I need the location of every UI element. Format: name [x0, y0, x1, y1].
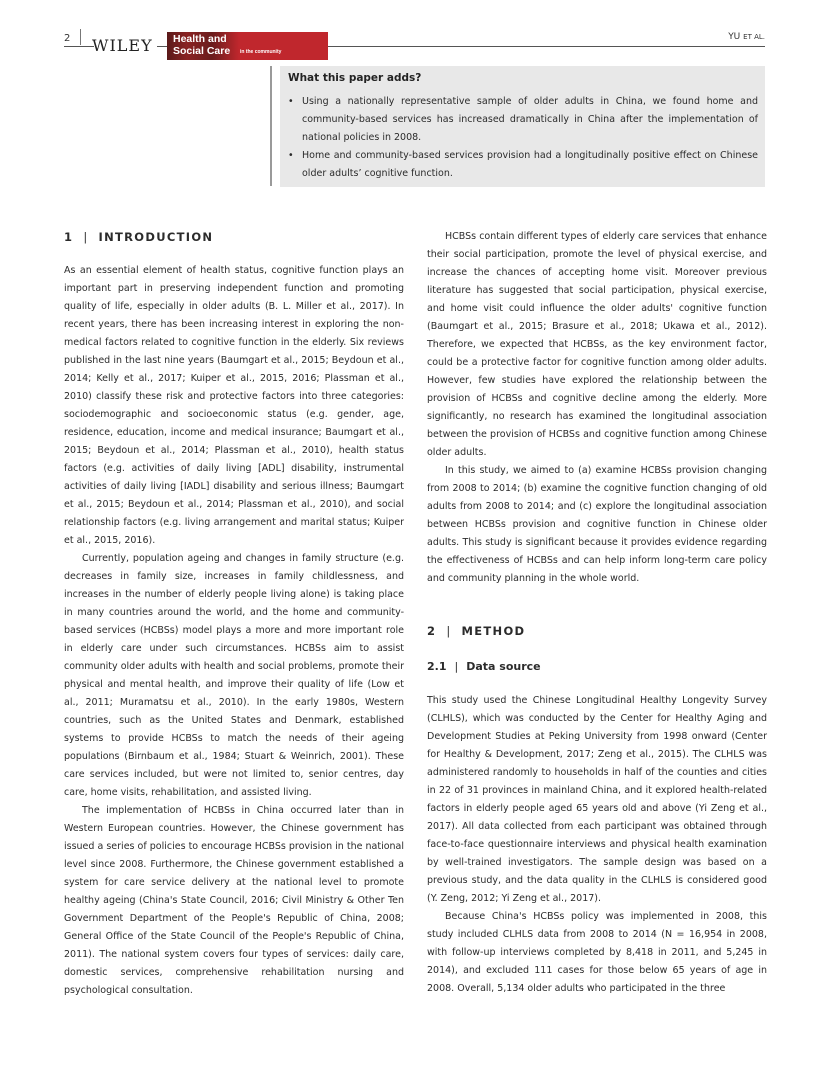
section-heading-introduction	[64, 228, 404, 246]
heading-separator: |	[454, 660, 459, 673]
paragraph: In this study, we aimed to (a) examine HCBSs provision changing from 2008 to 2014; (b) examine the cognitive function changing of old adults from 2008 to 2014; and (c) explore the longitudinal association between HCBSs provision and cognitive function in Chinese older adults. This study is significant because it provides evidence regarding the effectiveness of HCBSs and can help inform long-term care policy and community planning in the whole world.	[427, 465, 767, 584]
subsection-number: 2.1	[427, 660, 447, 673]
journal-title-line2: Social Care	[173, 45, 231, 57]
section-title: INTRODUCTION	[98, 230, 214, 244]
section-number: 2	[427, 624, 437, 638]
paragraph: As an essential element of health status, cognitive function plays an important part in preserving independent function and promoting quality of life, especially in older adults (B. L. Miller et al., 2017). In recent years, there has been increasing interest in exploring the non-medical factors related to cognitive function in the elderly. Six reviews published in the last nine years (Baumgart et al., 2015; Beydoun et al., 2014; Kelly et al., 2017; Kuiper et al., 2015, 2016; Plassman et al., 2010) classify these risk and protective factors into three categories: sociodemographic and socioeconomic status (e.g. gender, age, residence, education, income and medical insurance; Baumgart et al., 2015; Beydoun et al., 2014; Plassman et al., 2010), health status factors (e.g. activities of daily living [ADL] disability, instrumental activities of daily living [IADL] disability and serious illness; Baumgart et al., 2015; Beydoun et al., 2014; Plassman et al., 2010), and social relationship factors (e.g. living arrangement and marital status; Kuiper et al., 2015, 2016).	[64, 265, 404, 546]
right-column	[427, 228, 767, 998]
journal-title-line3: in the community	[240, 49, 282, 55]
what-this-paper-adds-box	[280, 66, 765, 187]
paragraph: Because China's HCBSs policy was implemented in 2008, this study included CLHLS data from 2008 to 2014 (N = 16,954 in 2008, with follow-up interviews completed by 8,418 in 2011, and 5,245 in 2014), and excluded 111 cases for those below 65 years of age in 2008. Overall, 5,134 older adults who participated in the three	[427, 911, 767, 994]
paragraph: This study used the Chinese Longitudinal Healthy Longevity Survey (CLHLS), which was conducted by the Center for Healthy Aging and Development Studies at Peking University from 1998 onward (Center for Healthy & Development, 2017; Zeng et al., 2015). The CLHLS was administered randomly to households in half of the counties and cities in 22 of 31 provinces in mainland China, and it explored health-related factors in elderly people aged 65 years old and above (Yi Zeng et al., 2017). All data collected from each participant was obtained through face-to-face questionnaire interviews and physical health examination by well-trained investigators. The sample design was based on a previous study, and the data quality in the CLHLS is considered good (Y. Zeng, 2012; Yi Zeng et al., 2017).	[427, 695, 767, 904]
heading-separator: |	[83, 230, 89, 244]
callout-left-border	[270, 66, 272, 186]
paragraph: Currently, population ageing and changes in family structure (e.g. decreases in family size, increases in family childlessness, and increases in the number of elderly people living alone) is taking place in many countries around the world, and the home and community-based services (HCBSs) model plays a more and more important role in elderly care under such circumstances. HCBSs aim to assist community older adults with health and social problems, promote their physical and mental health, and improve their quality of life (Low et al., 2011; Muramatsu et al., 2010). In the early 1980s, Western countries, such as the United States and Denmark, established systems to provide HCBSs to match the needs of their ageing populations (Birnbaum et al., 1984; Stuart & Weinrich, 2001). These care services included, but were not limited to, senior centres, day care, home visits, rehabilitation, and assisted living.	[64, 553, 404, 798]
running-head-suffix: ET AL.	[743, 33, 765, 41]
header-rule-mid	[157, 46, 167, 47]
page-number: 2	[64, 33, 71, 44]
callout-item: • Home and community-based services provision had a longitudinally positive effect on Chinese older adults’ cognitive function.	[288, 147, 758, 183]
section-number: 1	[64, 230, 74, 244]
callout-item: • Using a nationally representative sample of older adults in China, we found home and community-based services has increased dramatically in China after the implementation of national policies in 2008.	[288, 93, 758, 147]
callout-list	[288, 93, 758, 183]
heading-separator: |	[446, 624, 452, 638]
header-rule-left	[64, 46, 94, 47]
callout-title: What this paper adds?	[288, 72, 422, 84]
subsection-title: Data source	[466, 660, 541, 673]
journal-title-line1: Health and	[173, 33, 227, 45]
section-title: METHOD	[461, 624, 526, 638]
section-heading-method	[427, 622, 767, 640]
publisher-logo: WILEY	[92, 36, 153, 55]
page-number-divider	[80, 29, 81, 45]
page-header	[0, 0, 827, 60]
paragraph: The implementation of HCBSs in China occurred later than in Western European countries. However, the Chinese government has issued a series of policies to encourage HCBSs provision in the national level since 2008. Furthermore, the Chinese government established a system for care service delivery at the national level to promote healthy ageing (China's State Council, 2016; Civil Ministry & Other Ten Government Department of the People's Republic of China, 2008; General Office of the State Council of the People's Republic of China, 2011). The national system covers four types of services: daily care, domestic services, comprehensive rehabilitation nursing and psychological consultation.	[64, 805, 404, 996]
left-column	[64, 228, 404, 1000]
running-head	[728, 32, 765, 42]
subsection-heading-data-source	[427, 658, 767, 676]
paragraph: HCBSs contain different types of elderly care services that enhance their social participation, promote the level of physical exercise, and increase the chances of accepting home visit. Moreover previous literature has suggested that social participation, physical exercise, and home visit could influence the older adults' cognitive function (Baumgart et al., 2015; Brasure et al., 2018; Ukawa et al., 2012). Therefore, we expected that HCBSs, as the key environment factor, could be a protective factor for cognitive function among older adults. However, few studies have explored the relationship between the provision of HCBSs and cognitive decline among the elderly. More significantly, no research has examined the longitudinal association between the provision of HCBSs and cognitive function among Chinese older adults.	[427, 231, 767, 458]
header-rule-right	[328, 46, 765, 47]
journal-logo	[167, 32, 328, 60]
running-head-author: YU	[728, 32, 741, 42]
